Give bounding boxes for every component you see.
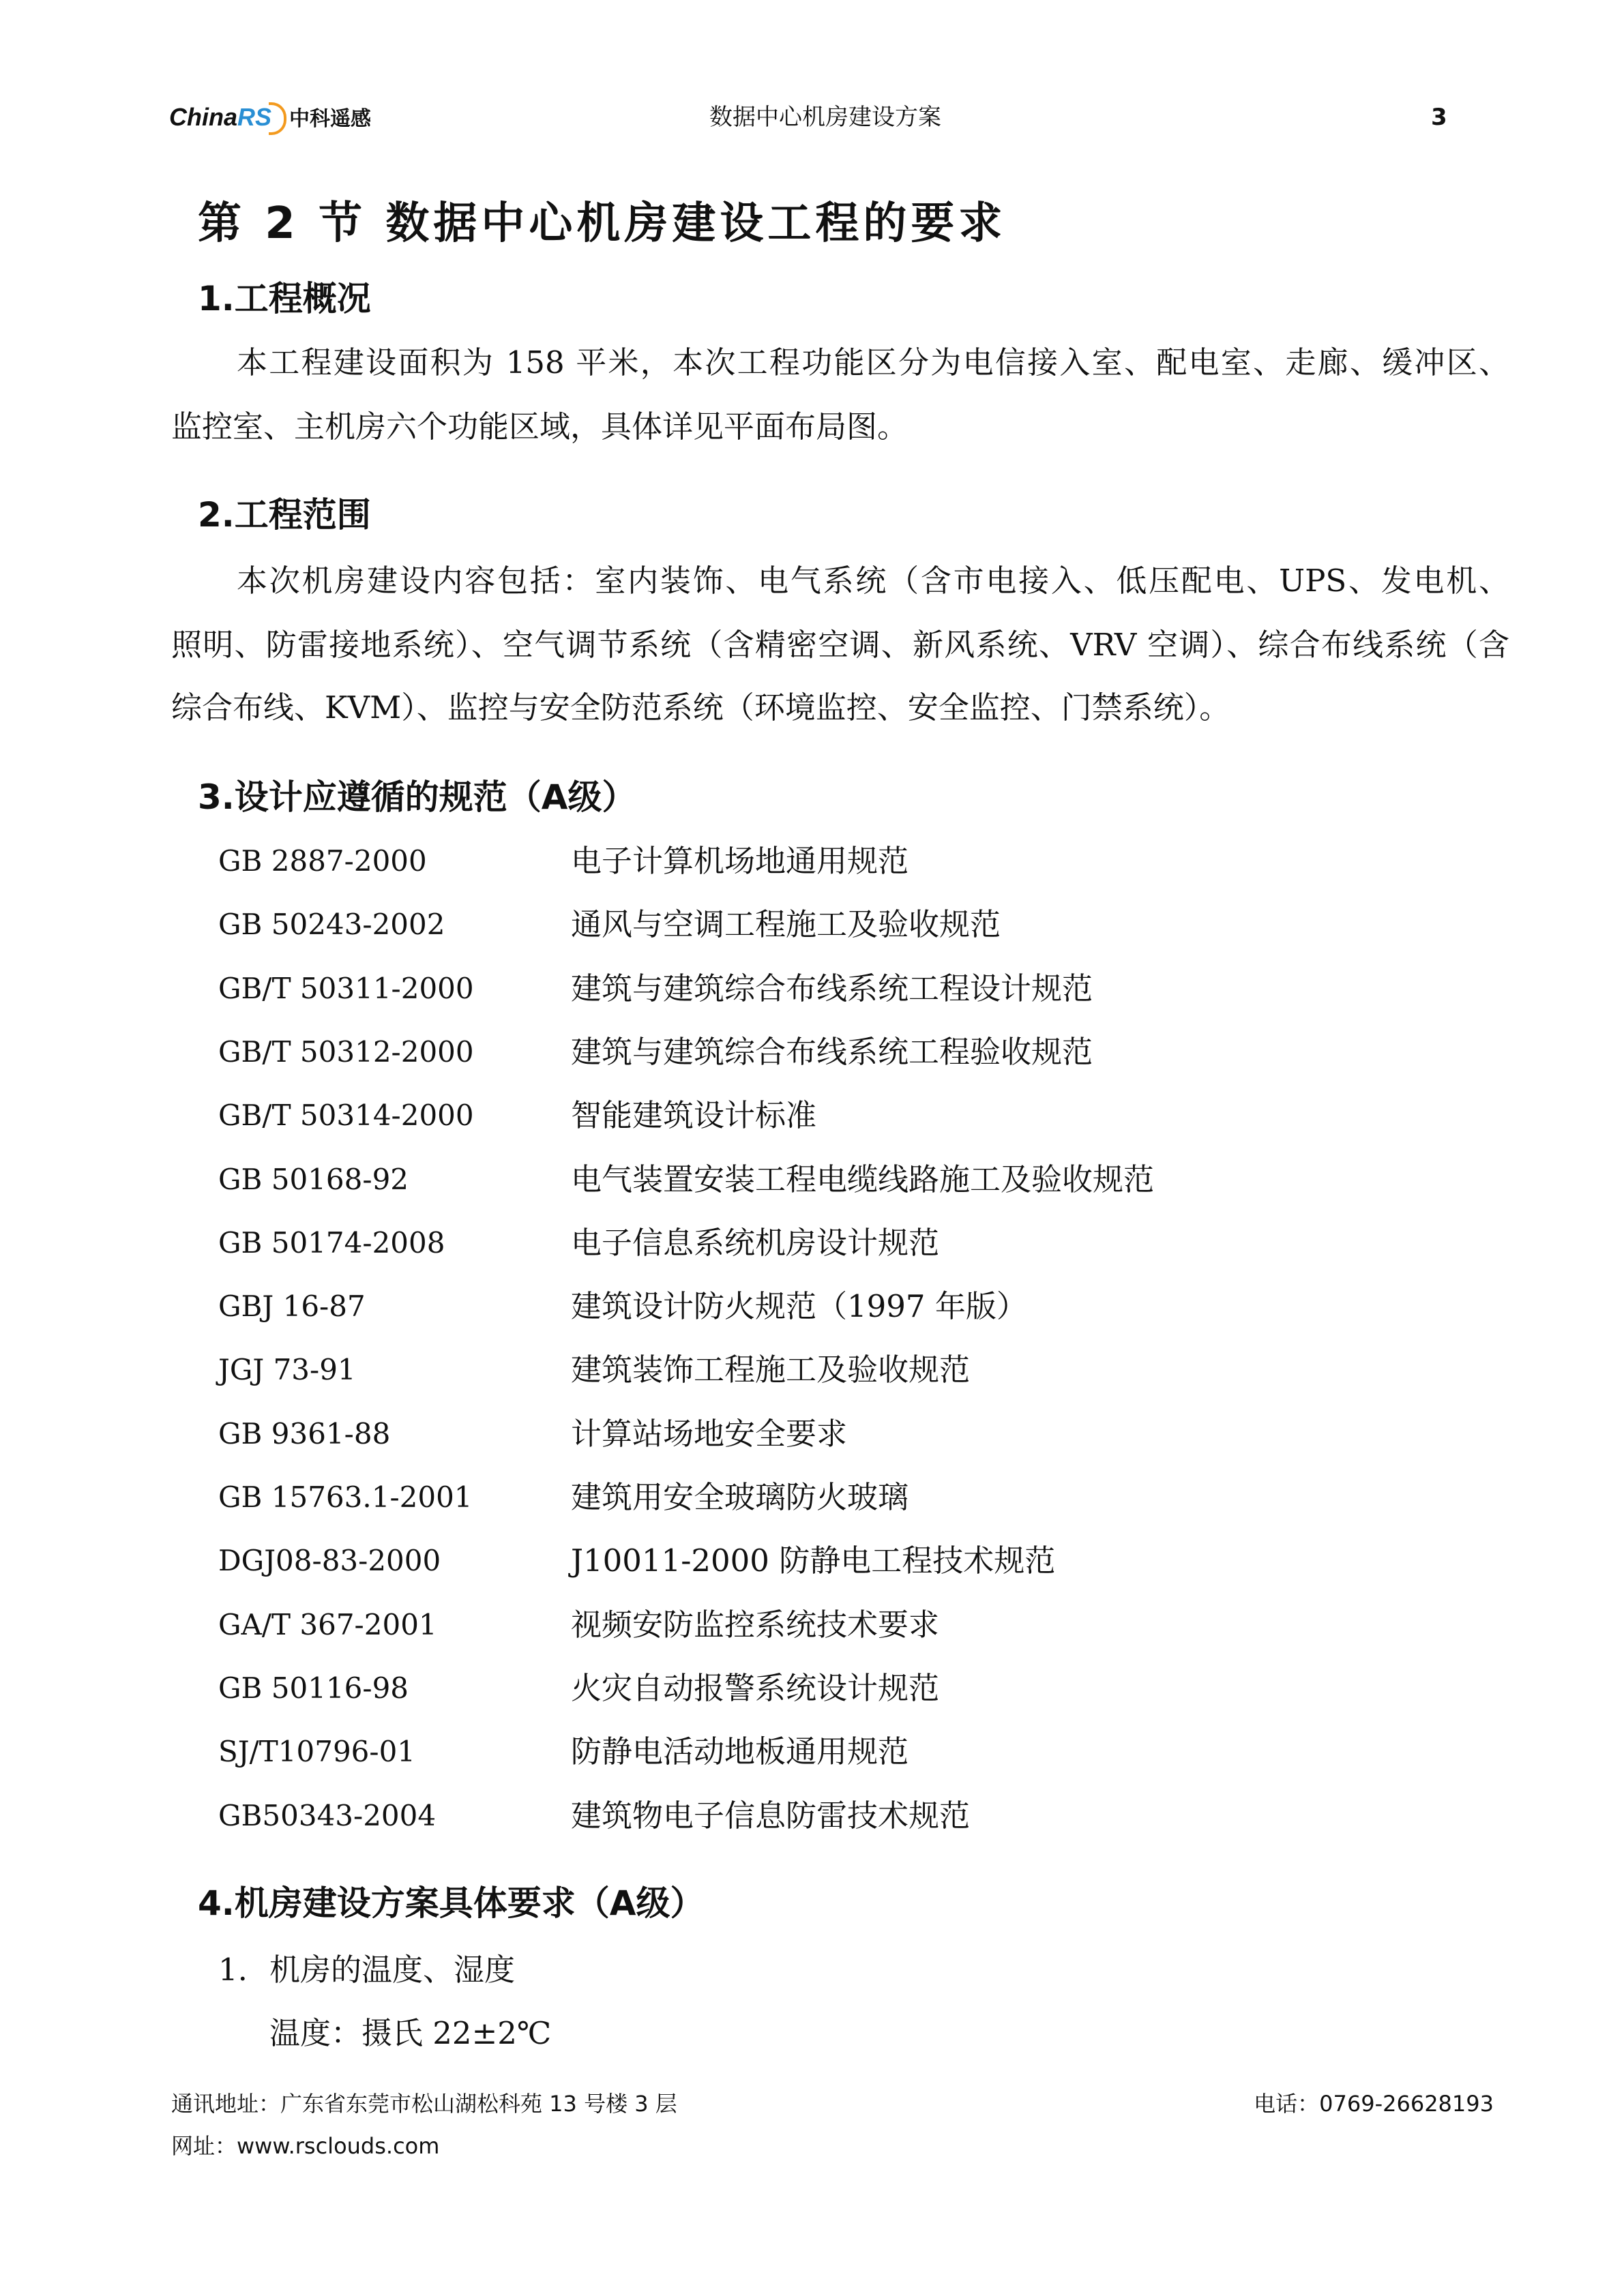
standard-code: GB/T 50312-2000: [218, 1034, 474, 1069]
standard-code: JGJ 73-91: [218, 1353, 356, 1387]
standard-name: 电气装置安装工程电缆线路施工及验收规范: [571, 1161, 1155, 1197]
page-number: 3: [1431, 104, 1447, 131]
footer-address: 通讯地址：广东省东莞市松山湖松科苑 13 号楼 3 层: [171, 2091, 677, 2117]
standard-code: GB 9361-88: [218, 1416, 391, 1450]
paragraph-line: 监控室、主机房六个功能区域，具体详见平面布局图。: [171, 408, 909, 445]
item-number: 1.: [218, 1952, 248, 1988]
paragraph-line: 本工程建设面积为 158 平米，本次工程功能区分为电信接入室、配电室、走廊、缓冲区、: [237, 344, 1509, 381]
logo-rs: RS: [237, 103, 272, 131]
standard-name: 建筑物电子信息防雷技术规范: [571, 1797, 971, 1834]
standard-name: 建筑装饰工程施工及验收规范: [571, 1352, 971, 1388]
standard-code: SJ/T10796-01: [218, 1735, 416, 1769]
logo-latin: China: [169, 103, 238, 131]
standard-code: GB 50174-2008: [218, 1225, 445, 1259]
standard-code: GA/T 367-2001: [218, 1607, 437, 1641]
standard-name: 建筑设计防火规范（1997 年版）: [571, 1288, 1027, 1325]
paragraph-line: 综合布线、KVM）、监控与安全防范系统（环境监控、安全监控、门禁系统）。: [171, 689, 1230, 726]
paragraph-line: 本次机房建设内容包括：室内装饰、电气系统（含市电接入、低压配电、UPS、发电机、: [237, 563, 1509, 599]
standard-name: 建筑与建筑综合布线系统工程设计规范: [571, 970, 1093, 1007]
standard-name: 电子信息系统机房设计规范: [571, 1224, 940, 1261]
standard-name: 通风与空调工程施工及验收规范: [571, 906, 1001, 943]
paragraph-line: 照明、防雷接地系统）、空气调节系统（含精密空调、新风系统、VRV 空调）、综合布线系统（含: [171, 627, 1509, 663]
standard-code: GB 50243-2002: [218, 908, 445, 942]
temperature-text: 温度：摄氏 22±2℃: [269, 2015, 552, 2051]
standard-code: GB 50116-98: [218, 1671, 409, 1705]
standard-code: GB/T 50311-2000: [218, 971, 474, 1005]
heading-scope: 2.工程范围: [198, 495, 371, 535]
company-logo: [169, 102, 371, 135]
standard-code: GB 2887-2000: [218, 844, 427, 878]
standard-code: GB/T 50314-2000: [218, 1099, 474, 1133]
standard-name: 建筑与建筑综合布线系统工程验收规范: [571, 1033, 1093, 1070]
footer-phone: 电话：0769-26628193: [1254, 2091, 1494, 2117]
item-title: 机房的温度、湿度: [269, 1952, 516, 1988]
header-title: 数据中心机房建设方案: [709, 104, 941, 131]
standard-name: 视频安防监控系统技术要求: [571, 1606, 940, 1643]
standard-code: GB 50168-92: [218, 1162, 409, 1196]
standard-code: GB 15763.1-2001: [218, 1480, 473, 1514]
standard-code: GB50343-2004: [218, 1798, 437, 1832]
standard-name: 智能建筑设计标准: [571, 1097, 817, 1134]
section-title: 第 2 节 数据中心机房建设工程的要求: [198, 198, 1007, 249]
heading-requirements: 4.机房建设方案具体要求（A级）: [198, 1883, 705, 1923]
logo-cn: 中科遥感: [289, 108, 372, 130]
standard-name: 火灾自动报警系统设计规范: [571, 1669, 940, 1706]
standard-name: 防静电活动地板通用规范: [571, 1733, 909, 1770]
standard-code: DGJ08-83-2000: [218, 1544, 441, 1578]
standard-code: GBJ 16-87: [218, 1289, 366, 1324]
standard-name: 电子计算机场地通用规范: [571, 843, 909, 879]
standard-name: 计算站场地安全要求: [571, 1415, 848, 1452]
standard-name: 建筑用安全玻璃防火玻璃: [571, 1479, 909, 1515]
logo-arc-icon: [269, 102, 286, 135]
standard-name: J10011-2000 防静电工程技术规范: [571, 1542, 1056, 1579]
heading-overview: 1.工程概况: [198, 279, 371, 318]
footer-website[interactable]: 网址：www.rsclouds.com: [171, 2133, 440, 2159]
heading-standards: 3.设计应遵循的规范（A级）: [198, 777, 636, 817]
